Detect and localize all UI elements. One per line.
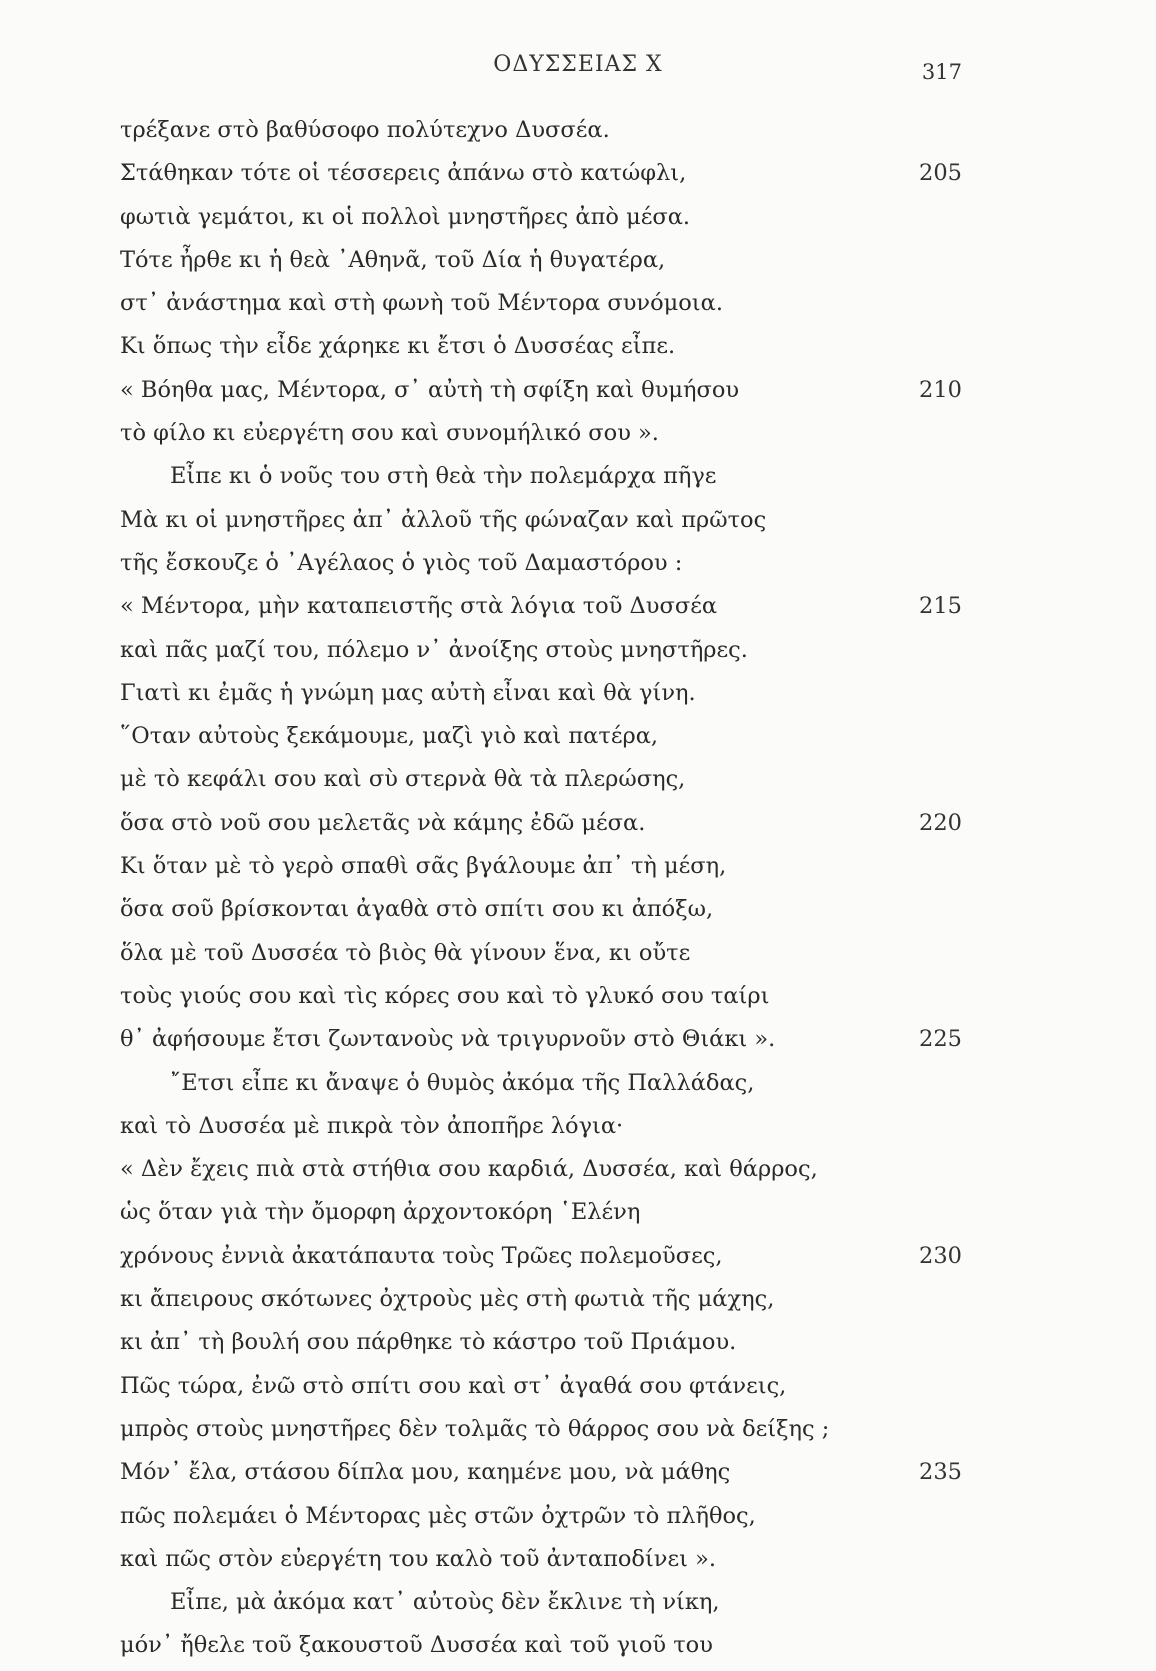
- verse-text: καὶ πᾶς μαζί του, πόλεμο ν᾿ ἀνοίξης στοὺς μνηστῆρες.: [120, 636, 748, 663]
- verse-line: [0, 545, 1156, 588]
- verse-text: ὅσα σοῦ βρίσκονται ἀγαθὰ στὸ σπίτι σου κι ἀπόξω,: [120, 896, 714, 923]
- verse-line: [0, 502, 1156, 545]
- verse-text: Εἶπε κι ὁ νοῦς του στὴ θεὰ τὴν πολεμάρχα πῆγε: [170, 463, 717, 490]
- verse-line: [0, 1541, 1156, 1584]
- verse-text: ῞Οταν αὐτοὺς ξεκάμουμε, μαζὶ γιὸ καὶ πατέρα,: [120, 723, 659, 750]
- verse-line: [0, 328, 1156, 371]
- verse-text: Εἶπε, μὰ ἀκόμα κατ᾿ αὐτοὺς δὲν ἔκλινε τὴ νίκη,: [170, 1589, 720, 1616]
- verse-text: φωτιὰ γεμάτοι, κι οἱ πολλοὶ μνηστῆρες ἀπὸ μέσα.: [120, 203, 691, 230]
- verse-line: [0, 458, 1156, 501]
- verse-line: [0, 1108, 1156, 1151]
- verse-line: [0, 1368, 1156, 1411]
- verse-line: [0, 242, 1156, 285]
- verse-text: Μόν᾿ ἔλα, στάσου δίπλα μου, καημένε μου, νὰ μάθης: [120, 1459, 731, 1486]
- verse-line: [0, 372, 1156, 415]
- verse-text: τρέξανε στὸ βαθύσοφο πολύτεχνο Δυσσέα.: [120, 117, 610, 143]
- verse-text: μόν᾿ ἤθελε τοῦ ξακουστοῦ Δυσσέα καὶ τοῦ γιοῦ του: [120, 1632, 713, 1659]
- running-head: ΟΔΥΣΣΕΙΑΣ Χ: [493, 52, 663, 77]
- verse-text: ὅσα στὸ νοῦ σου μελετᾶς νὰ κάμης ἐδῶ μέσα.: [120, 809, 646, 836]
- verse-text: μπρὸς στοὺς μνηστῆρες δὲν τολμᾶς τὸ θάρρος σου νὰ δείξης ;: [120, 1415, 830, 1442]
- verse-line: [0, 978, 1156, 1021]
- verse-text: « Βόηθα μας, Μέντορα, σ᾿ αὐτὴ τὴ σφίξη καὶ θυμήσου: [120, 376, 740, 403]
- verse-line: [0, 805, 1156, 848]
- verse-line: [0, 1324, 1156, 1367]
- verse-line: [0, 1194, 1156, 1237]
- verse-line: [0, 632, 1156, 675]
- verse-text: Τότε ἦρθε κι ἡ θεὰ ᾿Αθηνᾶ, τοῦ Δία ἡ θυγατέρα,: [120, 246, 666, 273]
- verse-text: θ᾿ ἀφήσουμε ἔτσι ζωντανοὺς νὰ τριγυρνοῦν στὸ Θιάκι ».: [120, 1026, 776, 1053]
- verse-line: [0, 112, 1156, 155]
- verse-line: [0, 155, 1156, 198]
- line-number: 230: [919, 1242, 962, 1269]
- verse-block: [0, 112, 1156, 1671]
- verse-line: [0, 935, 1156, 978]
- verse-line: [0, 1065, 1156, 1108]
- line-number: 205: [919, 160, 962, 187]
- page-number: 317: [921, 60, 962, 84]
- verse-line: [0, 1411, 1156, 1454]
- verse-line: [0, 1151, 1156, 1194]
- verse-text: κι ἀπ᾿ τὴ βουλή σου πάρθηκε τὸ κάστρο τοῦ Πριάμου.: [120, 1329, 737, 1356]
- verse-text: Γιατὶ κι ἐμᾶς ἡ γνώμη μας αὐτὴ εἶναι καὶ θὰ γίνη.: [120, 679, 696, 706]
- verse-text: Κι ὅταν μὲ τὸ γερὸ σπαθὶ σᾶς βγάλουμε ἀπ᾿ τὴ μέση,: [120, 853, 727, 880]
- verse-line: [0, 1281, 1156, 1324]
- verse-text: ῎Ετσι εἶπε κι ἄναψε ὁ θυμὸς ἀκόμα τῆς Παλλάδας,: [170, 1069, 755, 1096]
- verse-line: [0, 761, 1156, 804]
- verse-text: τοὺς γιούς σου καὶ τὶς κόρες σου καὶ τὸ γλυκό σου ταίρι: [120, 982, 770, 1009]
- verse-text: ὅλα μὲ τοῦ Δυσσέα τὸ βιὸς θὰ γίνουν ἕνα, κι οὔτε: [120, 939, 691, 966]
- verse-text: « Μέντορα, μὴν καταπειστῆς στὰ λόγια τοῦ Δυσσέα: [120, 593, 718, 620]
- verse-text: στ᾿ ἀνάστημα καὶ στὴ φωνὴ τοῦ Μέντορα συνόμοια.: [120, 290, 723, 317]
- verse-text: « Δὲν ἔχεις πιὰ στὰ στήθια σου καρδιά, Δυσσέα, καὶ θάρρος,: [120, 1156, 818, 1183]
- verse-line: [0, 1021, 1156, 1064]
- line-number: 235: [919, 1459, 962, 1486]
- verse-line: [0, 718, 1156, 761]
- verse-line: [0, 199, 1156, 242]
- verse-text: Μὰ κι οἱ μνηστῆρες ἀπ᾿ ἀλλοῦ τῆς φώναζαν καὶ πρῶτος: [120, 506, 767, 533]
- verse-line: [0, 1627, 1156, 1670]
- line-number: 220: [919, 809, 962, 836]
- verse-line: [0, 285, 1156, 328]
- verse-line: [0, 848, 1156, 891]
- verse-line: [0, 1498, 1156, 1541]
- verse-text: Στάθηκαν τότε οἱ τέσσερεις ἀπάνω στὸ κατώφλι,: [120, 160, 687, 187]
- verse-text: χρόνους ἐννιὰ ἀκατάπαυτα τοὺς Τρῶες πολεμοῦσες,: [120, 1242, 723, 1269]
- verse-line: [0, 415, 1156, 458]
- verse-text: τὸ φίλο κι εὐεργέτη σου καὶ συνομήλικό σου ».: [120, 420, 659, 447]
- verse-text: ὡς ὅταν γιὰ τὴν ὄμορφη ἀρχοντοκόρη ῾Ελένη: [120, 1199, 641, 1226]
- verse-line: [0, 675, 1156, 718]
- verse-text: καὶ πῶς στὸν εὐεργέτη του καλὸ τοῦ ἀνταποδίνει ».: [120, 1545, 717, 1572]
- verse-line: [0, 1454, 1156, 1497]
- verse-line: [0, 891, 1156, 934]
- verse-line: [0, 588, 1156, 631]
- verse-text: Κι ὅπως τὴν εἶδε χάρηκε κι ἔτσι ὁ Δυσσέας εἶπε.: [120, 333, 676, 360]
- verse-text: καὶ τὸ Δυσσέα μὲ πικρὰ τὸν ἀποπῆρε λόγια·: [120, 1112, 624, 1139]
- verse-text: τῆς ἔσκουζε ὁ ᾿Αγέλαος ὁ γιὸς τοῦ Δαμαστόρου :: [120, 549, 683, 576]
- verse-line: [0, 1238, 1156, 1281]
- line-number: 215: [919, 593, 962, 620]
- verse-text: πῶς πολεμάει ὁ Μέντορας μὲς στῶν ὀχτρῶν τὸ πλῆθος,: [120, 1502, 756, 1529]
- verse-text: κι ἄπειρους σκότωνες ὀχτροὺς μὲς στὴ φωτιὰ τῆς μάχης,: [120, 1286, 775, 1313]
- verse-line: [0, 1584, 1156, 1627]
- line-number: 225: [919, 1026, 962, 1053]
- line-number: 210: [919, 376, 962, 403]
- verse-text: Πῶς τώρα, ἐνῶ στὸ σπίτι σου καὶ στ᾿ ἀγαθά σου φτάνεις,: [120, 1372, 787, 1399]
- verse-text: μὲ τὸ κεφάλι σου καὶ σὺ στερνὰ θὰ τὰ πλερώσης,: [120, 766, 686, 793]
